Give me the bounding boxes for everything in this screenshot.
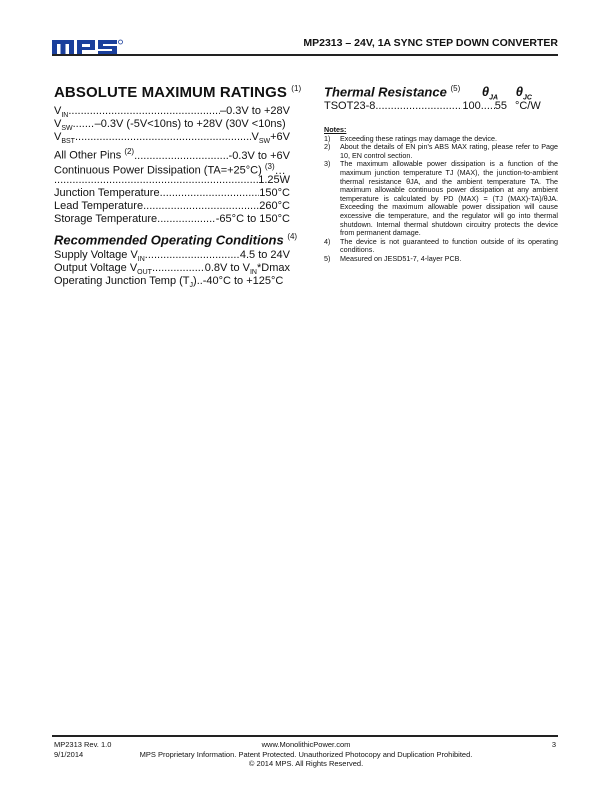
abs-max-title: ABSOLUTE MAXIMUM RATINGS $^{(1)}$ [54, 84, 302, 101]
footer-url[interactable]: www.MonolithicPower.com [261, 740, 351, 749]
abs-row-lead-temp: Lead Temperature ..... 260°C [54, 200, 290, 213]
abs-row-other-pins: All Other Pins $^{(2)}$ ..... -0.3V to +6V [54, 144, 290, 159]
thermal-row: TSOT23-8 ..... 100 ..... 55 °C/W [324, 100, 558, 114]
note-item: 1) Exceeding these ratings may damage the device. [324, 133, 498, 143]
thermal-header: Thermal Resistance $^{(5)}$ $\theta_{JA}$ $\theta_{JC}$ [324, 84, 532, 102]
rec-row-supply: Supply Voltage $V_{IN}$ ..... 4.5 to 24V [54, 249, 290, 262]
footer-rule [52, 735, 558, 737]
rec-row-output: Output Voltage $V_{OUT}$ ..... 0.8V to $V_{IN}*Dmax$ [54, 262, 290, 275]
note-item: 4) The device is not guaranteed to function outside of its operating conditions. [324, 236, 558, 255]
header-rule [52, 54, 558, 56]
note-item: 5) Measured on JESD51-7, 4-layer PCB. [324, 253, 462, 263]
footer-doc: MP2313 Rev. 1.0 [54, 740, 112, 749]
rec-row-junction: Operating Junction Temp $(T_J)$ ..... -40°C to +125°C [54, 275, 290, 288]
abs-row-vsw: $V_{SW}$ ..... –0.3V (-5V<10ns) to +28V (30V <10ns) [54, 118, 290, 131]
abs-row-junction-temp: Junction Temperature ..... 150°C [54, 187, 290, 200]
rec-op-title: Recommended Operating Conditions $^{(4)}$ [54, 232, 298, 248]
note-item: 2) About the details of EN pin's ABS MAX rating, please refer to Page 10, EN control section. [324, 142, 558, 160]
footer-center [0, 740, 612, 769]
footer-date: 9/1/2014 [54, 749, 84, 759]
notes-title: Notes: [324, 125, 347, 134]
abs-row-power-value: ..... 1.25W [54, 174, 290, 187]
abs-row-vbst: $V_{BST}$ ..... $V_{SW}+6V$ [54, 131, 290, 144]
footer-copyright: © 2014 MPS. All Rights Reserved. [248, 759, 364, 768]
note-item: 3) The maximum allowable power dissipation is a function of the maximum junction temperature TJ (MAX), the junction-to-ambient thermal resistance θJA, and the ambient temperature TA. The maximum allowable continuous power dissipation at any ambient temperature is calculated by PD (MAX) = (TJ (MAX)-TA)/θJA. Exceeding the maximum allowable power dissipation will cause excessive die temperature, and the regulator will go into thermal shutdown. Internal thermal shutdown circuitry protects the device from permanent damage. [324, 159, 558, 238]
notes [324, 126, 558, 264]
footer-proprietary: MPS Proprietary Information. Patent Protected. Unauthorized Photocopy and Duplication Prohibited. [139, 749, 473, 759]
theta-ja-header: $\theta_{JA}$ [481, 84, 499, 102]
page-number: 3 [551, 740, 556, 749]
theta-jc-header: $\theta_{JC}$ [515, 84, 532, 102]
abs-row-power-dissipation: Continuous Power Dissipation (TA=+25°C) $^{(3)}$ … [54, 162, 286, 177]
abs-row-vin: $V_{IN}$ ..... –0.3V to +28V [54, 105, 290, 118]
header-title: MP2313 – 24V, 1A SYNC STEP DOWN CONVERTER [303, 37, 558, 49]
left-column [54, 84, 302, 290]
abs-row-storage-temp: Storage Temperature ..... -65°C to 150°C [54, 213, 290, 226]
right-column [324, 84, 558, 264]
